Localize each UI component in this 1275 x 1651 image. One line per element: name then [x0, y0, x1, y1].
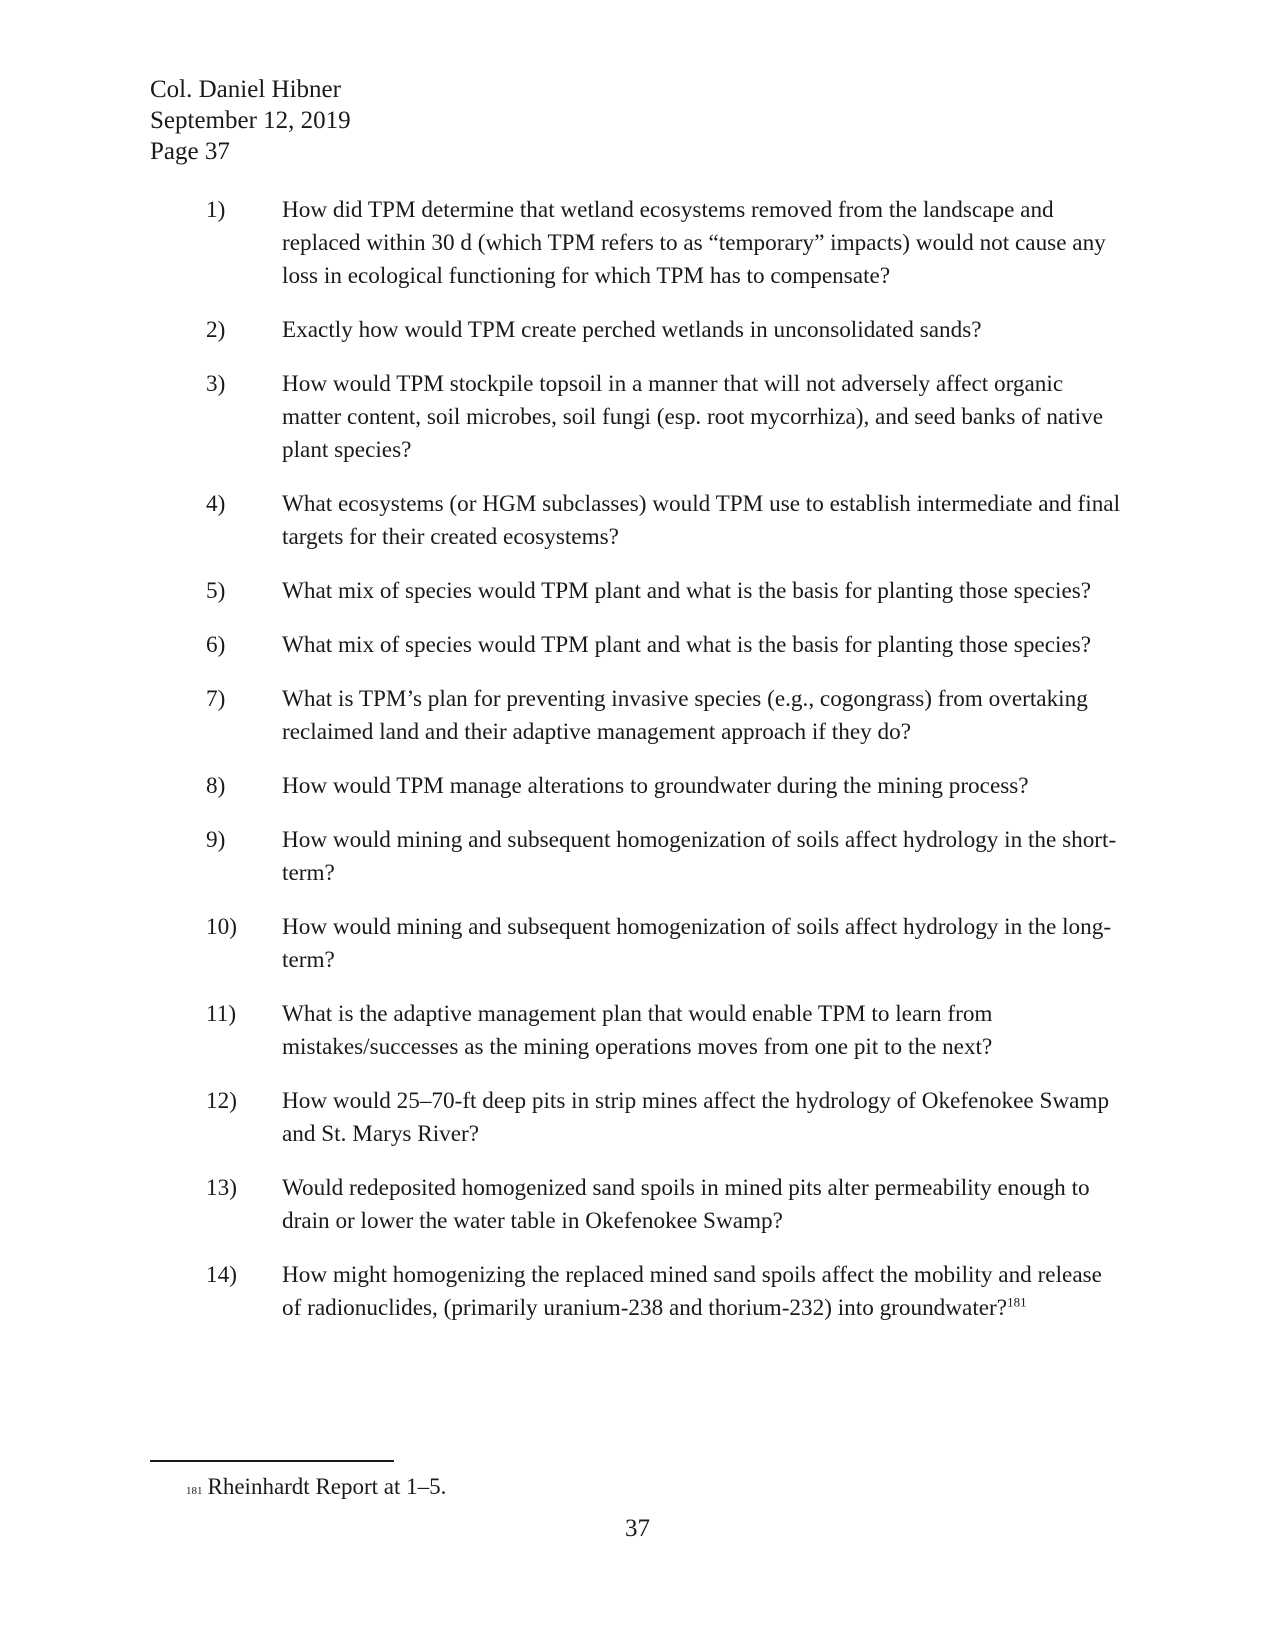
footnote-divider	[150, 1460, 394, 1462]
list-item	[206, 488, 1126, 554]
item-number: 11)	[206, 1001, 237, 1027]
letter-header	[150, 74, 351, 167]
question-list	[206, 194, 1126, 1346]
header-date: September 12, 2019	[150, 107, 351, 134]
list-item	[206, 314, 1126, 347]
item-number: 1)	[206, 197, 226, 223]
item-text: What is the adaptive management plan that would enable TPM to learn from mistakes/successes as the mining operations moves from one pit to the next?	[282, 1001, 993, 1060]
item-number: 9)	[206, 827, 226, 853]
header-recipient: Col. Daniel Hibner	[150, 76, 341, 103]
item-number: 6)	[206, 632, 226, 658]
footnote-text: Rheinhardt Report at 1–5.	[207, 1474, 447, 1499]
list-item	[206, 824, 1126, 890]
item-number: 8)	[206, 773, 226, 799]
footnote-mark: 181	[186, 1485, 203, 1497]
item-number: 5)	[206, 578, 226, 604]
item-number: 7)	[206, 686, 226, 712]
item-text: Would redeposited homogenized sand spoils in mined pits alter permeability enough to drain or lower the water table in Okefenokee Swamp?	[282, 1175, 1090, 1234]
list-item	[206, 683, 1126, 749]
list-item	[206, 770, 1126, 803]
list-item	[206, 1172, 1126, 1238]
item-text	[282, 1259, 1126, 1325]
item-text: How did TPM determine that wetland ecosystems removed from the landscape and replaced within 30 d (which TPM refers to as “temporary” impacts) would not cause any loss in ecological functioning for which TPM has to compensate?	[282, 197, 1106, 289]
item-number: 2)	[206, 317, 226, 343]
item-text: How would TPM stockpile topsoil in a manner that will not adversely affect organic matter content, soil microbes, soil fungi (esp. root mycorrhiza), and seed banks of native plant species?	[282, 371, 1103, 463]
footnote	[186, 1472, 446, 1502]
list-item	[206, 368, 1126, 467]
page-number: 37	[625, 1515, 650, 1542]
list-item	[206, 998, 1126, 1064]
list-item	[206, 629, 1126, 662]
item-number: 13)	[206, 1175, 237, 1201]
item-text: Exactly how would TPM create perched wetlands in unconsolidated sands?	[282, 317, 982, 343]
item-text-body: How might homogenizing the replaced mined sand spoils affect the mobility and release of radionuclides, (primarily uranium-238 and thorium-232) into groundwater?	[282, 1262, 1102, 1321]
header-page: Page 37	[150, 138, 230, 165]
item-text: What is TPM’s plan for preventing invasive species (e.g., cogongrass) from overtaking reclaimed land and their adaptive management approach if they do?	[282, 686, 1088, 745]
list-item	[206, 575, 1126, 608]
item-number: 12)	[206, 1088, 237, 1114]
list-item	[206, 194, 1126, 293]
item-number: 10)	[206, 914, 237, 940]
item-text: What mix of species would TPM plant and what is the basis for planting those species?	[282, 632, 1092, 658]
list-item	[206, 1259, 1126, 1325]
item-number: 3)	[206, 371, 226, 397]
list-item	[206, 1085, 1126, 1151]
item-text: What mix of species would TPM plant and what is the basis for planting those species?	[282, 578, 1092, 604]
item-text: What ecosystems (or HGM subclasses) would TPM use to establish intermediate and final targets for their created ecosystems?	[282, 491, 1121, 550]
item-text: How would mining and subsequent homogenization of soils affect hydrology in the long-term?	[282, 914, 1112, 973]
item-text: How would 25–70-ft deep pits in strip mines affect the hydrology of Okefenokee Swamp and St. Marys River?	[282, 1088, 1110, 1147]
footnote-reference[interactable]: 181	[1007, 1294, 1027, 1310]
item-text: How would TPM manage alterations to groundwater during the mining process?	[282, 773, 1029, 799]
item-number: 4)	[206, 491, 226, 517]
item-number: 14)	[206, 1262, 237, 1288]
item-text: How would mining and subsequent homogenization of soils affect hydrology in the short-term?	[282, 827, 1117, 886]
list-item	[206, 911, 1126, 977]
